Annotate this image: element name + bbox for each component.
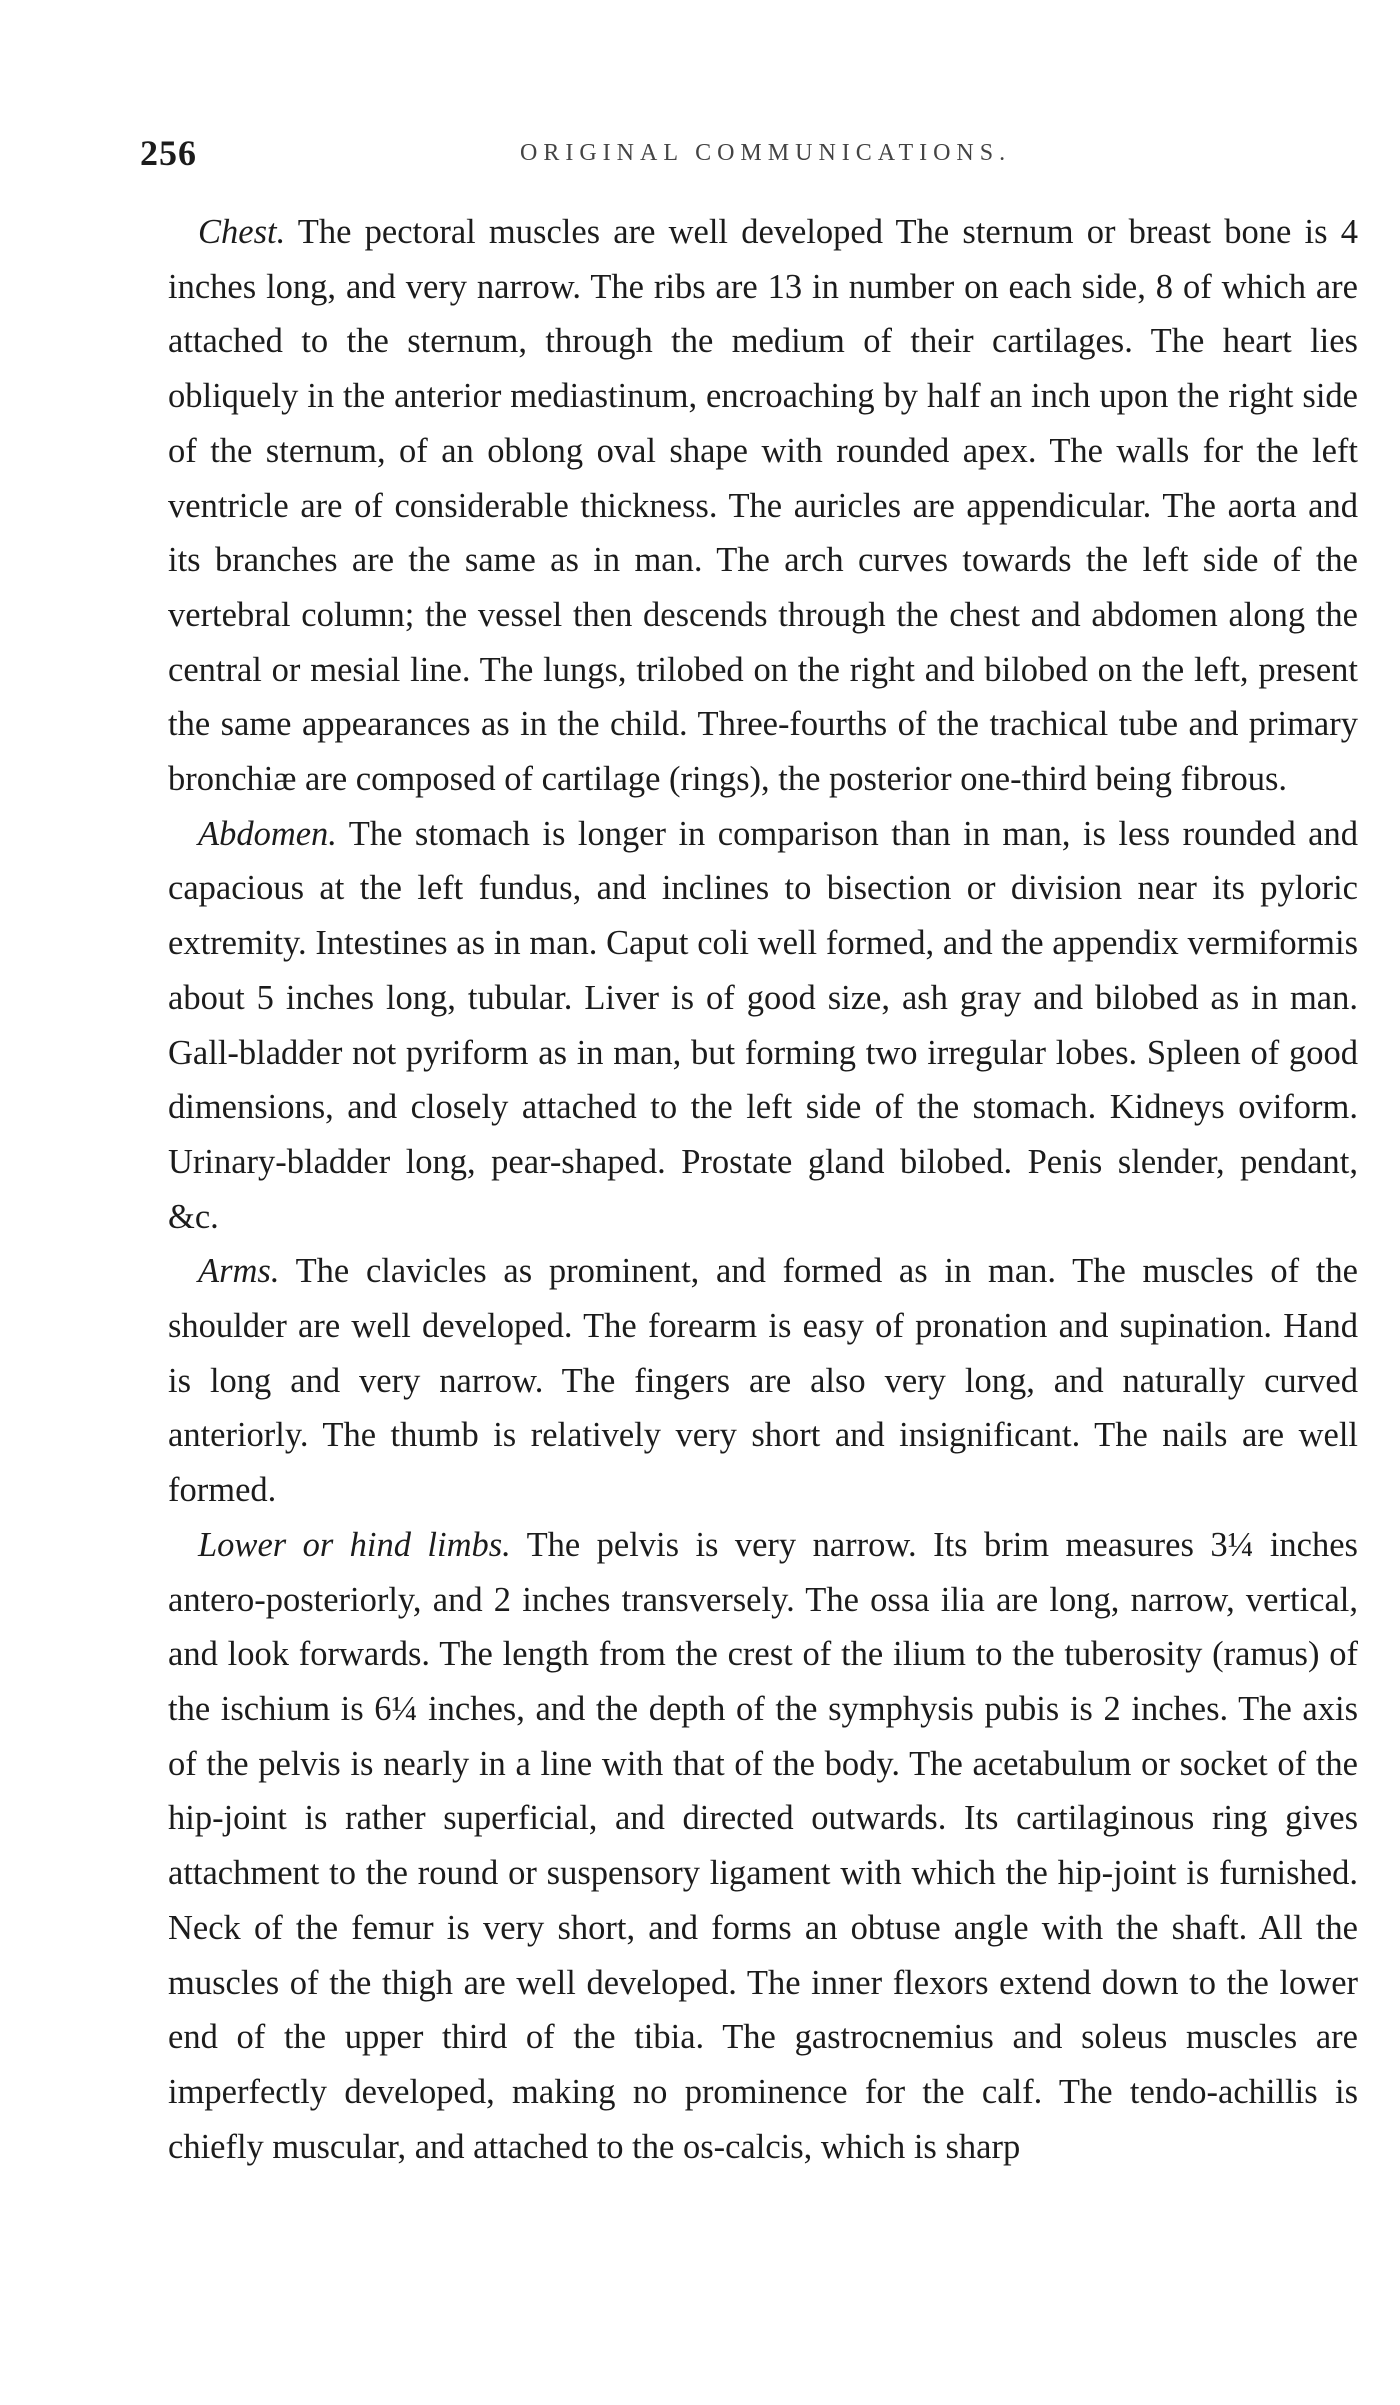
paragraph-lower-limbs: [168, 1518, 1358, 2174]
paragraph-heading-abdomen: Abdomen.: [198, 814, 337, 853]
page-number: 256: [140, 133, 197, 173]
paragraph-text-lower-limbs: The pelvis is very narrow. Its brim measures 3¼ inches antero-posteriorly, and 2 inches transversely. The ossa ilia are long, narrow, vertical, and look forwards. The length from the crest of the ilium to the tuberosity (ramus) of the ischium is 6¼ inches, and the depth of the symphysis pubis is 2 inches. The axis of the pelvis is nearly in a line with that of the body. The acetabulum or socket of the hip-joint is rather superficial, and directed outwards. Its cartilaginous ring gives attachment to the round or suspensory ligament with which the hip-joint is furnished. Neck of the femur is very short, and forms an obtuse angle with the shaft. All the muscles of the thigh are well developed. The inner flexors extend down to the lower end of the upper third of the tibia. The gastrocnemius and soleus muscles are imperfectly developed, making no prominence for the calf. The tendo-achillis is chiefly muscular, and attached to the os-calcis, which is sharp: [168, 1525, 1358, 2166]
paragraph-arms: [168, 1244, 1358, 1518]
paragraph-heading-lower-limbs: Lower or hind limbs.: [198, 1525, 511, 1564]
paragraph-abdomen: [168, 807, 1358, 1245]
paragraph-text-chest: The pectoral muscles are well developed The sternum or breast bone is 4 inches long, and very narrow. The ribs are 13 in number on each side, 8 of which are attached to the sternum, through the medium of their cartilages. The heart lies obliquely in the anterior mediastinum, encroaching by half an inch upon the right side of the sternum, of an oblong oval shape with rounded apex. The walls for the left ventricle are of considerable thickness. The auricles are appendicular. The aorta and its branches are the same as in man. The arch curves towards the left side of the vertebral column; the vessel then descends through the chest and abdomen along the central or mesial line. The lungs, trilobed on the right and bilobed on the left, present the same appearances as in the child. Three-fourths of the trachical tube and primary bronchiæ are composed of cartilage (rings), the posterior one-third being fibrous.: [168, 213, 1358, 799]
paragraph-text-arms: The clavicles as prominent, and formed as in man. The muscles of the shoulder are well developed. The forearm is easy of pronation and supination. Hand is long and very narrow. The fingers are also very long, and naturally curved anteriorly. The thumb is relatively very short and insignificant. The nails are well formed.: [168, 1252, 1358, 1510]
paragraph-chest: [168, 205, 1358, 807]
paragraph-heading-arms: Arms.: [198, 1252, 280, 1291]
running-head-title: ORIGINAL COMMUNICATIONS.: [520, 140, 1012, 166]
paragraph-heading-chest: Chest.: [198, 213, 286, 251]
body-text: [168, 205, 1358, 2174]
running-head: [0, 132, 1400, 182]
paragraph-text-abdomen: The stomach is longer in comparison than in man, is less rounded and capacious at the left fundus, and inclines to bisection or division near its pyloric extremity. Intestines as in man. Caput coli well formed, and the appendix vermiformis about 5 inches long, tubular. Liver is of good size, ash gray and bilobed as in man. Gall-bladder not pyriform as in man, but forming two irregular lobes. Spleen of good dimensions, and closely attached to the left side of the stomach. Kidneys oviform. Urinary-bladder long, pear-shaped. Prostate gland bilobed. Penis slender, pendant, &c.: [168, 814, 1358, 1236]
